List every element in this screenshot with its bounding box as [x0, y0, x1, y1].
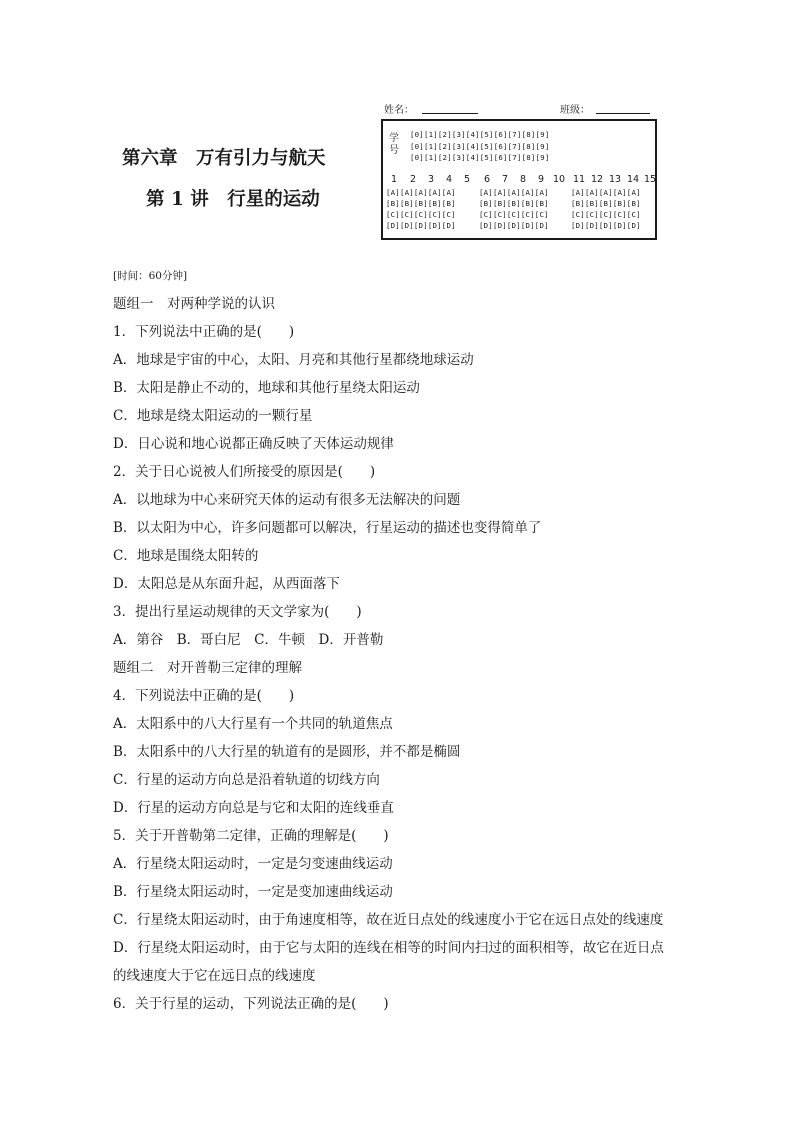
question-stem: 4．下列说法中正确的是( ): [113, 688, 295, 704]
question-stem: 1．下列说法中正确的是( ): [113, 324, 295, 340]
answer-option-continuation: 的线速度大于它在远日点的线速度: [113, 968, 316, 984]
answer-option: B．以太阳为中心，许多问题都可以解决，行星运动的描述也变得简单了: [113, 520, 542, 536]
student-id-label: 学号: [389, 133, 399, 156]
question-number: 3: [427, 174, 435, 185]
question-number-row: [383, 174, 655, 186]
student-id-digit-row[interactable]: [0][1][2][3][4][5][6][7][8][9]: [410, 141, 550, 151]
option-row-b[interactable]: [B][B][B][B][B]: [386, 199, 456, 208]
question-number: 6: [483, 174, 491, 185]
answer-option: A．地球是宇宙的中心，太阳、月亮和其他行星都绕地球运动: [113, 352, 474, 368]
question-stem: 6．关于行星的运动，下列说法正确的是( ): [113, 996, 389, 1012]
answer-options-inline: A．第谷 B．哥白尼 C．牛顿 D．开普勒: [113, 632, 384, 648]
answer-option: D．日心说和地心说都正确反映了天体运动规律: [113, 436, 394, 452]
answer-options-group-2: [479, 187, 549, 231]
question-number: 15: [643, 174, 657, 185]
answer-option: D．行星的运动方向总是与它和太阳的连线垂直: [113, 800, 394, 816]
option-row-c[interactable]: [C][C][C][C][C]: [479, 210, 549, 219]
question-stem: 3．提出行星运动规律的天文学家为( ): [113, 604, 362, 620]
question-number: 2: [409, 174, 417, 185]
question-number: 12: [590, 174, 604, 185]
lesson-title: 第 1 讲 行星的运动: [146, 189, 320, 210]
question-number: 7: [501, 174, 509, 185]
answer-option: B．太阳是静止不动的，地球和其他行星绕太阳运动: [113, 380, 420, 396]
option-row-d[interactable]: [D][D][D][D][D]: [571, 221, 641, 230]
answer-option: A．太阳系中的八大行星有一个共同的轨道焦点: [113, 716, 393, 732]
question-number: 13: [608, 174, 622, 185]
name-label: 姓名：: [384, 105, 414, 116]
option-row-b[interactable]: [B][B][B][B][B]: [571, 199, 641, 208]
question-number: 11: [572, 174, 586, 185]
exercise-content: [113, 266, 693, 1018]
option-row-d[interactable]: [D][D][D][D][D]: [386, 221, 456, 230]
class-label: 班级：: [560, 105, 590, 116]
chapter-title: 第六章 万有引力与航天: [122, 148, 326, 169]
answer-option: B．太阳系中的八大行星的轨道有的是圆形，并不都是椭圆: [113, 744, 461, 760]
answer-option: C．行星绕太阳运动时，由于角速度相等，故在近日点处的线速度小于它在远日点处的线速度: [113, 912, 664, 928]
group-heading: 题组一 对两种学说的认识: [113, 296, 275, 312]
option-row-c[interactable]: [C][C][C][C][C]: [386, 210, 456, 219]
name-blank[interactable]: [422, 113, 478, 114]
answer-option: A．行星绕太阳运动时，一定是匀变速曲线运动: [113, 856, 393, 872]
question-number: 9: [537, 174, 545, 185]
question-number: 1: [390, 174, 398, 185]
time-limit: [时间：60分钟]: [113, 270, 188, 282]
option-row-a[interactable]: [A][A][A][A][A]: [479, 188, 549, 197]
watermark: [604, 760, 754, 795]
answer-option: A．以地球为中心来研究天体的运动有很多无法解决的问题: [113, 492, 461, 508]
question-number: 10: [552, 174, 566, 185]
question-stem: 5．关于开普勒第二定律，正确的理解是( ): [113, 828, 389, 844]
student-info-row: [384, 101, 664, 117]
option-row-c[interactable]: [C][C][C][C][C]: [571, 210, 641, 219]
question-number: 14: [626, 174, 640, 185]
answer-option: C．地球是围绕太阳转的: [113, 548, 259, 564]
student-id-digit-row[interactable]: [0][1][2][3][4][5][6][7][8][9]: [410, 153, 550, 163]
question-number: 5: [463, 174, 471, 185]
option-row-a[interactable]: [A][A][A][A][A]: [386, 188, 456, 197]
answer-option: C．地球是绕太阳运动的一颗行星: [113, 408, 313, 424]
option-row-d[interactable]: [D][D][D][D][D]: [479, 221, 549, 230]
question-stem: 2．关于日心说被人们所接受的原因是( ): [113, 464, 376, 480]
answer-option: B．行星绕太阳运动时，一定是变加速曲线运动: [113, 884, 393, 900]
watermark-mark: [604, 760, 754, 790]
option-row-b[interactable]: [B][B][B][B][B]: [479, 199, 549, 208]
answer-option: D．太阳总是从东面升起，从西面落下: [113, 576, 340, 592]
class-blank[interactable]: [596, 113, 650, 114]
answer-option: C．行星的运动方向总是沿着轨道的切线方向: [113, 772, 380, 788]
answer-options-group-1: [386, 187, 456, 231]
answer-card: [381, 119, 657, 240]
answer-options-group-3: [571, 187, 641, 231]
question-number: 4: [445, 174, 453, 185]
student-id-grid: [410, 129, 550, 164]
option-row-a[interactable]: [A][A][A][A][A]: [571, 188, 641, 197]
answer-option: D．行星绕太阳运动时，由于它与太阳的连线在相等的时间内扫过的面积相等，故它在近日点: [113, 940, 664, 956]
student-id-digit-row[interactable]: [0][1][2][3][4][5][6][7][8][9]: [410, 130, 550, 139]
group-heading: 题组二 对开普勒三定律的理解: [113, 660, 302, 676]
question-number: 8: [519, 174, 527, 185]
